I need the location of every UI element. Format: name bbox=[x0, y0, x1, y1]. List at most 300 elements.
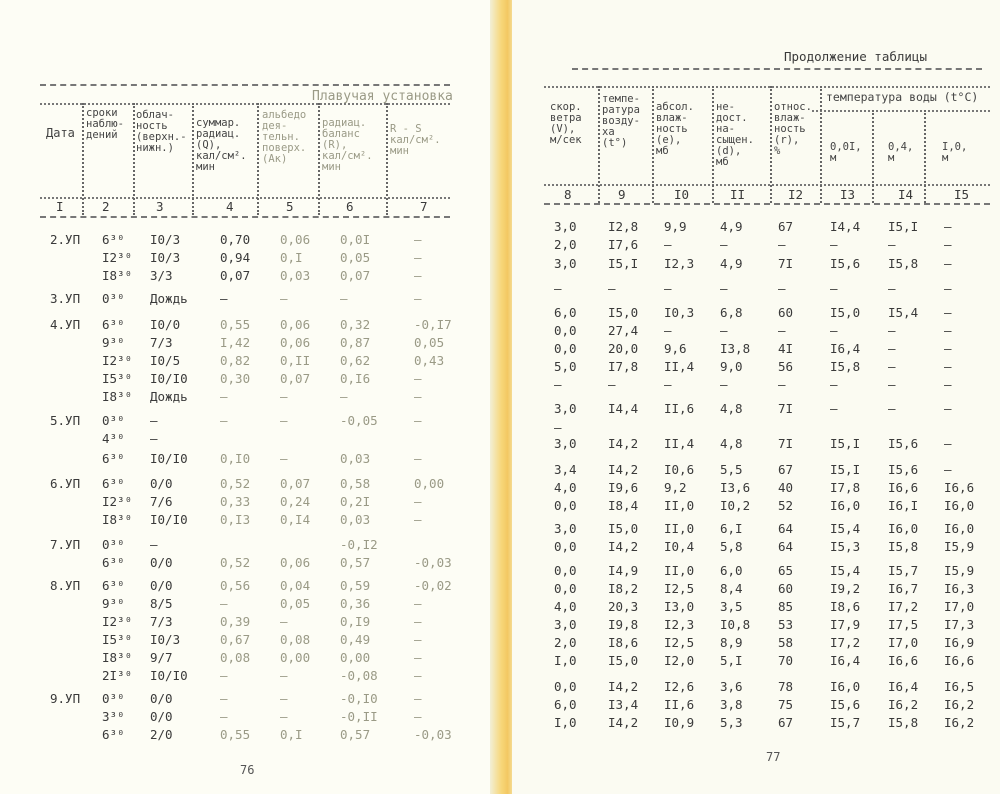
left-table-cell: I5³⁰ bbox=[102, 632, 133, 647]
left-table-cell: 0,08 bbox=[220, 650, 251, 665]
right-table-cell: I5,0 bbox=[830, 305, 861, 320]
left-table-cell: 0,49 bbox=[340, 632, 371, 647]
right-table-cell: 3,5 bbox=[720, 599, 743, 614]
left-colnum: 6 bbox=[346, 199, 354, 214]
left-table-cell: 0,55 bbox=[220, 727, 251, 742]
right-table-cell: I3,6 bbox=[720, 480, 751, 495]
right-table-cell: I6,6 bbox=[888, 480, 919, 495]
right-header-rule bbox=[544, 86, 990, 88]
left-table-cell: 0,08 bbox=[280, 632, 311, 647]
left-table-cell: 6³⁰ bbox=[102, 317, 125, 332]
right-table-cell: II,0 bbox=[664, 498, 695, 513]
right-table-cell: I2,8 bbox=[608, 219, 639, 234]
right-table-cell: 3,0 bbox=[554, 436, 577, 451]
left-table-cell: 0/0 bbox=[150, 709, 173, 724]
left-header-rule bbox=[40, 103, 450, 105]
right-table-cell: I8,6 bbox=[608, 635, 639, 650]
right-water-subcol-1: 0,4, м bbox=[888, 141, 914, 164]
right-table-cell: I7,2 bbox=[888, 599, 919, 614]
right-table-cell: I7,8 bbox=[830, 480, 861, 495]
left-table-cell: 0,58 bbox=[340, 476, 371, 491]
left-table-cell: 7/6 bbox=[150, 494, 173, 509]
left-table-cell: – bbox=[414, 413, 422, 428]
right-col-header-1: темпе- ратура возду- ха (t°) bbox=[602, 93, 640, 149]
right-table-cell: I5,0 bbox=[608, 305, 639, 320]
right-table-cell: I5,I bbox=[888, 219, 919, 234]
left-table-cell: -0,02 bbox=[414, 578, 452, 593]
left-table-cell: 0,04 bbox=[280, 578, 311, 593]
left-table-cell: I8³⁰ bbox=[102, 268, 133, 283]
right-table-cell: II,4 bbox=[664, 436, 695, 451]
right-table-cell: 4,9 bbox=[720, 256, 743, 271]
right-col-header-water: температура воды (t°C) bbox=[826, 90, 979, 104]
right-table-cell: I6,2 bbox=[944, 697, 975, 712]
right-table-cell: 9,9 bbox=[664, 219, 687, 234]
right-table-cell: 4I bbox=[778, 341, 794, 356]
right-table-cell: I6,7 bbox=[888, 581, 919, 596]
left-table-cell: 0,II bbox=[280, 353, 311, 368]
right-table-cell: 6,8 bbox=[720, 305, 743, 320]
right-table-cell: 5,8 bbox=[720, 539, 743, 554]
left-col-header-1: сроки наблю- дений bbox=[86, 107, 124, 141]
right-table-cell: – bbox=[944, 401, 952, 416]
right-table-cell: 0,0 bbox=[554, 679, 577, 694]
right-table-cell: 4,9 bbox=[720, 219, 743, 234]
left-table-cell: 0,52 bbox=[220, 476, 251, 491]
right-table-cell: 0,0 bbox=[554, 539, 577, 554]
right-table-cell: 56 bbox=[778, 359, 794, 374]
left-table-cell: 0,70 bbox=[220, 232, 251, 247]
right-table-cell: I6,4 bbox=[830, 653, 861, 668]
left-table-cell: 3.УП bbox=[50, 291, 81, 306]
right-colnum: I3 bbox=[840, 187, 856, 202]
left-vrule-5 bbox=[318, 103, 320, 215]
left-col-header-5: радиац. баланс (R), кал/см². мин bbox=[322, 117, 373, 173]
right-table-cell: 65 bbox=[778, 563, 794, 578]
right-table-cell: I6,4 bbox=[888, 679, 919, 694]
right-table-cell: 5,3 bbox=[720, 715, 743, 730]
right-table-cell: I2,5 bbox=[664, 581, 695, 596]
left-table-cell: 6³⁰ bbox=[102, 476, 125, 491]
right-table-cell: – bbox=[778, 323, 786, 338]
right-table-cell: I5,3 bbox=[830, 539, 861, 554]
left-table-cell: 0,03 bbox=[340, 451, 371, 466]
right-colnum: 8 bbox=[564, 187, 572, 202]
right-table-cell: 67 bbox=[778, 715, 794, 730]
left-table-cell: 0/0 bbox=[150, 476, 173, 491]
right-table-cell: I0,4 bbox=[664, 539, 695, 554]
right-table-cell: 5,0 bbox=[554, 359, 577, 374]
left-table-cell: I2³⁰ bbox=[102, 614, 133, 629]
right-table-cell: 67 bbox=[778, 462, 794, 477]
left-table-cell: 0,07 bbox=[280, 371, 311, 386]
right-colnum: 9 bbox=[618, 187, 626, 202]
right-vrule-7 bbox=[924, 110, 926, 203]
left-table-cell: – bbox=[414, 632, 422, 647]
left-table-cell: I2³⁰ bbox=[102, 494, 133, 509]
right-table-cell: I8,6 bbox=[830, 599, 861, 614]
left-col-header-3: суммар. радиац. (Q), кал/см². мин bbox=[196, 117, 247, 173]
right-table-cell: I5,I bbox=[830, 462, 861, 477]
left-table-cell: 0,39 bbox=[220, 614, 251, 629]
right-table-cell: I6,6 bbox=[944, 480, 975, 495]
left-table-cell: 0,06 bbox=[280, 232, 311, 247]
left-table-cell: – bbox=[414, 709, 422, 724]
left-colnum: 4 bbox=[226, 199, 234, 214]
right-table-cell: I5,9 bbox=[944, 539, 975, 554]
left-table-cell: 0,67 bbox=[220, 632, 251, 647]
left-colnum: I bbox=[56, 199, 64, 214]
left-table-cell: – bbox=[414, 389, 422, 404]
right-table-cell: I9,2 bbox=[830, 581, 861, 596]
left-table-cell: 0,I3 bbox=[220, 512, 251, 527]
left-table-cell: – bbox=[414, 268, 422, 283]
right-table-cell: I6,I bbox=[888, 498, 919, 513]
right-table-cell: II,4 bbox=[664, 359, 695, 374]
left-table-cell: – bbox=[414, 494, 422, 509]
right-table-cell: 8,9 bbox=[720, 635, 743, 650]
left-table-cell: 9³⁰ bbox=[102, 596, 125, 611]
left-table-cell: I0/5 bbox=[150, 353, 181, 368]
right-table-cell: I5,7 bbox=[830, 715, 861, 730]
right-table-cell: 4,8 bbox=[720, 401, 743, 416]
right-table-cell: I4,9 bbox=[608, 563, 639, 578]
left-table-cell: I0/3 bbox=[150, 250, 181, 265]
left-table-cell: I0/3 bbox=[150, 232, 181, 247]
right-table-cell: I6,4 bbox=[830, 341, 861, 356]
right-table-cell: – bbox=[720, 237, 728, 252]
right-table-cell: I6,6 bbox=[888, 653, 919, 668]
left-table-cell: – bbox=[280, 291, 288, 306]
right-table-cell: 60 bbox=[778, 305, 794, 320]
right-vrule-1 bbox=[598, 86, 600, 203]
right-table-cell: I,0 bbox=[554, 653, 577, 668]
right-table-cell: I9,8 bbox=[608, 617, 639, 632]
right-table-cell: – bbox=[664, 377, 672, 392]
left-table-cell: 0,I9 bbox=[340, 614, 371, 629]
right-table-cell: – bbox=[944, 462, 952, 477]
right-table-cell: 20,0 bbox=[608, 341, 639, 356]
right-table-cell: – bbox=[554, 377, 562, 392]
right-table-cell: I0,8 bbox=[720, 617, 751, 632]
right-table-cell: I2,0 bbox=[664, 653, 695, 668]
right-table-cell: I2,3 bbox=[664, 256, 695, 271]
left-col-header-2: облач- ность (верхн.- нижн.) bbox=[136, 109, 187, 154]
right-table-cell: 2,0 bbox=[554, 635, 577, 650]
left-table-cell: 0/0 bbox=[150, 578, 173, 593]
right-table-cell: I7,6 bbox=[608, 237, 639, 252]
left-table-cell: Дождь bbox=[150, 389, 188, 404]
left-table-cell: 0,I bbox=[280, 250, 303, 265]
right-table-cell: I5,7 bbox=[888, 563, 919, 578]
left-table-cell: 6³⁰ bbox=[102, 232, 125, 247]
left-table-cell: – bbox=[220, 389, 228, 404]
left-vrule-1 bbox=[82, 103, 84, 215]
left-table-cell: I8³⁰ bbox=[102, 389, 133, 404]
left-table-cell: 0³⁰ bbox=[102, 291, 125, 306]
right-colnum-rule-bottom bbox=[544, 203, 990, 205]
right-table-cell: 7I bbox=[778, 401, 794, 416]
right-table-cell: I6,0 bbox=[830, 679, 861, 694]
left-table-cell: I0/I0 bbox=[150, 451, 188, 466]
left-table-cell: 0,87 bbox=[340, 335, 371, 350]
right-table-cell: I4,2 bbox=[608, 679, 639, 694]
right-colnum: I2 bbox=[788, 187, 804, 202]
right-table-cell: – bbox=[778, 237, 786, 252]
left-table-cell: 0,2I bbox=[340, 494, 371, 509]
right-table-cell: I3,8 bbox=[720, 341, 751, 356]
right-table-cell: I5,0 bbox=[608, 521, 639, 536]
left-table-cell: 0,I4 bbox=[280, 512, 311, 527]
right-table-cell: I6,0 bbox=[830, 498, 861, 513]
right-table-cell: I6,2 bbox=[888, 697, 919, 712]
right-table-cell: – bbox=[608, 281, 616, 296]
left-table-cell: – bbox=[280, 451, 288, 466]
left-table-cell: 0,43 bbox=[414, 353, 445, 368]
left-table-cell: 2I³⁰ bbox=[102, 668, 133, 683]
right-table-cell: 64 bbox=[778, 539, 794, 554]
right-table-cell: I5,I bbox=[830, 436, 861, 451]
right-table-cell: – bbox=[888, 377, 896, 392]
right-table-cell: 85 bbox=[778, 599, 794, 614]
right-table-cell: 4,0 bbox=[554, 599, 577, 614]
right-table-cell: I5,6 bbox=[888, 436, 919, 451]
right-table-cell: I6,9 bbox=[944, 635, 975, 650]
right-table-cell: I4,2 bbox=[608, 462, 639, 477]
right-table-cell: – bbox=[888, 237, 896, 252]
right-table-cell: – bbox=[944, 359, 952, 374]
right-table-cell: I5,I bbox=[608, 256, 639, 271]
right-table-cell: I5,4 bbox=[888, 305, 919, 320]
right-table-cell: I5,0 bbox=[608, 653, 639, 668]
left-table-cell: 6³⁰ bbox=[102, 555, 125, 570]
left-table-cell: – bbox=[414, 512, 422, 527]
left-table-cell: 0/0 bbox=[150, 691, 173, 706]
right-vrule-2 bbox=[652, 86, 654, 203]
right-table-cell: 3,0 bbox=[554, 256, 577, 271]
left-table-cell: I0/I0 bbox=[150, 371, 188, 386]
left-table-cell: 0/0 bbox=[150, 555, 173, 570]
left-table-cell: I2³⁰ bbox=[102, 250, 133, 265]
right-table-cell: I7,2 bbox=[830, 635, 861, 650]
right-table-cell: – bbox=[944, 305, 952, 320]
left-table-cell: 0,62 bbox=[340, 353, 371, 368]
right-table-cell: I5,6 bbox=[888, 462, 919, 477]
left-table-cell: 0,06 bbox=[280, 317, 311, 332]
right-table-cell: I5,6 bbox=[830, 697, 861, 712]
right-table-cell: II,6 bbox=[664, 401, 695, 416]
right-table-cell: 64 bbox=[778, 521, 794, 536]
left-table-cell: 0,94 bbox=[220, 250, 251, 265]
left-table-cell: 0,59 bbox=[340, 578, 371, 593]
left-table-cell: 0,07 bbox=[280, 476, 311, 491]
left-table-cell: – bbox=[280, 389, 288, 404]
left-table-cell: 0,I0 bbox=[220, 451, 251, 466]
right-table-cell: – bbox=[554, 420, 562, 435]
right-table-cell: I4,2 bbox=[608, 715, 639, 730]
left-table-cell: 2.УП bbox=[50, 232, 81, 247]
right-table-cell: I7,3 bbox=[944, 617, 975, 632]
right-page-number: 77 bbox=[766, 750, 781, 764]
left-table-cell: – bbox=[150, 413, 158, 428]
left-table-cell: 0,55 bbox=[220, 317, 251, 332]
left-table-cell: I8³⁰ bbox=[102, 512, 133, 527]
right-water-rule bbox=[812, 110, 990, 112]
left-table-cell: I2³⁰ bbox=[102, 353, 133, 368]
right-vrule-6 bbox=[872, 110, 874, 203]
left-table-cell: 0,07 bbox=[220, 268, 251, 283]
right-colnum: I5 bbox=[954, 187, 970, 202]
left-table-cell: -0,II bbox=[340, 709, 378, 724]
right-table-cell: II,0 bbox=[664, 563, 695, 578]
right-table-cell: I6,0 bbox=[888, 521, 919, 536]
right-table-cell: 3,0 bbox=[554, 521, 577, 536]
right-table-cell: 67 bbox=[778, 219, 794, 234]
left-table-cell: -0,03 bbox=[414, 555, 452, 570]
left-table-cell: 0,05 bbox=[414, 335, 445, 350]
left-table-cell: -0,08 bbox=[340, 668, 378, 683]
right-table-cell: 6,I bbox=[720, 521, 743, 536]
right-table-cell: I5,9 bbox=[944, 563, 975, 578]
left-table-cell: I0/I0 bbox=[150, 512, 188, 527]
right-table-cell: – bbox=[944, 436, 952, 451]
right-table-cell: 58 bbox=[778, 635, 794, 650]
right-table-cell: I6,0 bbox=[944, 498, 975, 513]
right-table-cell: – bbox=[888, 323, 896, 338]
left-table-cell: 0,36 bbox=[340, 596, 371, 611]
left-table-cell: – bbox=[414, 232, 422, 247]
left-table-cell: 4³⁰ bbox=[102, 431, 125, 446]
left-vrule-6 bbox=[386, 103, 388, 215]
right-table-title: Продолжение таблицы bbox=[784, 49, 927, 64]
left-table-cell: 0³⁰ bbox=[102, 691, 125, 706]
left-colnum-rule-bottom bbox=[40, 216, 450, 218]
left-table-cell: – bbox=[414, 668, 422, 683]
right-table-cell: I4,2 bbox=[608, 436, 639, 451]
right-table-cell: I8,2 bbox=[608, 581, 639, 596]
right-table-cell: I0,3 bbox=[664, 305, 695, 320]
right-table-cell: I0,9 bbox=[664, 715, 695, 730]
right-table-cell: – bbox=[830, 401, 838, 416]
right-table-cell: 0,0 bbox=[554, 563, 577, 578]
right-col-header-3: не- дост. на- сыщен. (d), мб bbox=[716, 101, 754, 168]
left-table-cell: 0,57 bbox=[340, 727, 371, 742]
right-table-cell: I5,8 bbox=[888, 256, 919, 271]
right-table-cell: I5,8 bbox=[888, 715, 919, 730]
right-table-cell: I7,8 bbox=[608, 359, 639, 374]
right-table-cell: 6,0 bbox=[554, 697, 577, 712]
right-table-cell: 60 bbox=[778, 581, 794, 596]
left-colnum: 3 bbox=[156, 199, 164, 214]
left-table-cell: 0,82 bbox=[220, 353, 251, 368]
left-table-cell: 0,06 bbox=[280, 335, 311, 350]
right-table-cell: 3,8 bbox=[720, 697, 743, 712]
left-table-cell: 7/3 bbox=[150, 614, 173, 629]
right-table-cell: 4,0 bbox=[554, 480, 577, 495]
right-table-cell: I2,3 bbox=[664, 617, 695, 632]
left-col-header-0: Дата bbox=[46, 126, 75, 140]
right-vrule-4 bbox=[770, 86, 772, 203]
right-table-cell: 0,0 bbox=[554, 498, 577, 513]
left-table-cell: 8/5 bbox=[150, 596, 173, 611]
right-table-cell: 7I bbox=[778, 256, 794, 271]
right-table-cell: I7,9 bbox=[830, 617, 861, 632]
right-table-cell: 20,3 bbox=[608, 599, 639, 614]
left-table-cell: 5.УП bbox=[50, 413, 81, 428]
right-table-cell: 9,0 bbox=[720, 359, 743, 374]
right-table-cell: I,0 bbox=[554, 715, 577, 730]
left-table-cell: – bbox=[414, 691, 422, 706]
left-vrule-3 bbox=[192, 103, 194, 215]
right-colnum: I0 bbox=[674, 187, 690, 202]
right-table-cell: 3,0 bbox=[554, 219, 577, 234]
right-colnum: II bbox=[730, 187, 746, 202]
left-table-cell: 0,52 bbox=[220, 555, 251, 570]
right-table-cell: 5,I bbox=[720, 653, 743, 668]
right-table-cell: I2,5 bbox=[664, 635, 695, 650]
right-table-cell: II,6 bbox=[664, 697, 695, 712]
right-table-cell: – bbox=[944, 377, 952, 392]
right-table-cell: – bbox=[608, 377, 616, 392]
left-table-cell: – bbox=[220, 668, 228, 683]
left-table-cell: 0,00 bbox=[280, 650, 311, 665]
right-table-cell: – bbox=[944, 341, 952, 356]
right-table-cell: I9,6 bbox=[608, 480, 639, 495]
right-table-cell: 27,4 bbox=[608, 323, 639, 338]
right-table-cell: I0,2 bbox=[720, 498, 751, 513]
right-table-cell: 53 bbox=[778, 617, 794, 632]
left-table-cell: 0,06 bbox=[280, 555, 311, 570]
right-table-cell: I6,5 bbox=[944, 679, 975, 694]
left-table-cell: 6.УП bbox=[50, 476, 81, 491]
right-table-cell: 3,4 bbox=[554, 462, 577, 477]
right-table-cell: – bbox=[664, 281, 672, 296]
right-table-cell: 0,0 bbox=[554, 323, 577, 338]
right-table-cell: – bbox=[888, 341, 896, 356]
left-table-cell: 0,30 bbox=[220, 371, 251, 386]
right-table-cell: – bbox=[830, 323, 838, 338]
right-table-cell: – bbox=[720, 323, 728, 338]
left-table-cell: 0,07 bbox=[340, 268, 371, 283]
left-table-cell: -0,05 bbox=[340, 413, 378, 428]
right-col-header-0: скор. ветра (V), м/сек bbox=[550, 101, 582, 146]
left-table-cell: – bbox=[280, 691, 288, 706]
right-table-cell: – bbox=[720, 377, 728, 392]
left-table-cell: – bbox=[414, 451, 422, 466]
left-table-cell: 6³⁰ bbox=[102, 578, 125, 593]
left-table-cell: – bbox=[280, 413, 288, 428]
right-table-cell: 3,0 bbox=[554, 617, 577, 632]
right-table-cell: I3,4 bbox=[608, 697, 639, 712]
left-table-cell: 7/3 bbox=[150, 335, 173, 350]
right-table-cell: I5,8 bbox=[830, 359, 861, 374]
left-table-cell: 0,0I bbox=[340, 232, 371, 247]
right-table-cell: I2,6 bbox=[664, 679, 695, 694]
left-table-cell: – bbox=[414, 371, 422, 386]
left-table-cell: – bbox=[340, 389, 348, 404]
left-table-cell: 0,03 bbox=[280, 268, 311, 283]
left-table-cell: I,42 bbox=[220, 335, 251, 350]
left-page-number: 76 bbox=[240, 763, 255, 777]
left-table-cell: 0,I6 bbox=[340, 371, 371, 386]
right-water-subcol-2: I,0, м bbox=[942, 141, 968, 164]
right-table-cell: 2,0 bbox=[554, 237, 577, 252]
left-table-cell: I0/3 bbox=[150, 632, 181, 647]
right-table-cell: I5,4 bbox=[830, 563, 861, 578]
right-table-cell: I7,5 bbox=[888, 617, 919, 632]
left-table-cell: 0,05 bbox=[280, 596, 311, 611]
right-table-cell: – bbox=[944, 281, 952, 296]
